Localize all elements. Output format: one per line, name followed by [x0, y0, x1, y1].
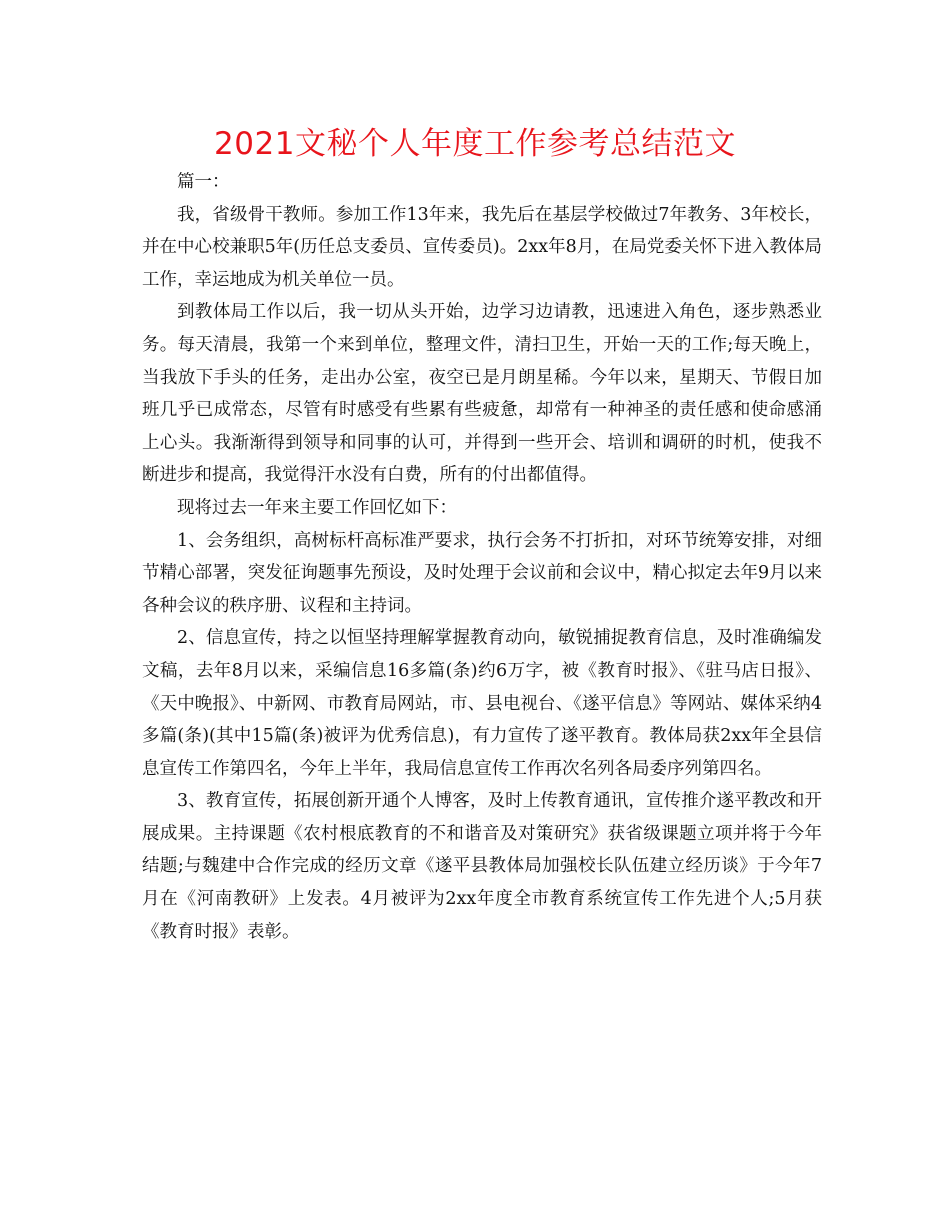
paragraph-item-1: 1、会务组织，高树标杆高标准严要求，执行会务不打折扣，对环节统筹安排，对细节精心部署，突发征询题事先预设，及时处理于会议前和会议中，精心拟定去年9月以来各种会议的秩序册、议程和主持词。 — [142, 530, 822, 616]
document-title: 2021文秘个人年度工作参考总结范文 — [214, 126, 736, 162]
document-body — [142, 166, 822, 948]
paragraph-section-heading: 篇一： — [177, 172, 230, 192]
paragraph-introduction: 我，省级骨干教师。参加工作13年来，我先后在基层学校做过7年教务、3年校长，并在中心校兼职5年(历任总支委员、宣传委员)。2xx年8月，在局党委关怀下进入教体局工作，幸运地成为机关单位一员。 — [142, 204, 822, 290]
paragraph-review-intro: 现将过去一年来主要工作回忆如下： — [177, 497, 457, 518]
paragraph-work-attitude: 到教体局工作以后，我一切从头开始，边学习边请教，迅速进入角色，逐步熟悉业务。每天清晨，我第一个来到单位，整理文件，清扫卫生，开始一天的工作;每天晚上，当我放下手头的任务，走出办公室，夜空已是月朗星稀。今年以来，星期天、节假日加班几乎已成常态，尽管有时感受有些累有些疲惫，却常有一种神圣的责任感和使命感涌上心头。我渐渐得到领导和同事的认可，并得到一些开会、培训和调研的时机，使我不断进步和提高，我觉得汗水没有白费，所有的付出都值得。 — [142, 302, 822, 486]
paragraph-item-3: 3、教育宣传，拓展创新开通个人博客，及时上传教育通讯，宣传推介遂平教改和开展成果。主持课题《农村根底教育的不和谐音及对策研究》获省级课题立项并将于今年结题;与魏建中合作完成的经历文章《遂平县教体局加强校长队伍建立经历谈》于今年7月在《河南教研》上发表。4月被评为2xx年度全市教育系统宣传工作先进个人;5月获《教育时报》表彰。 — [142, 791, 822, 942]
paragraph-item-2: 2、信息宣传，持之以恒坚持理解掌握教育动向，敏锐捕捉教育信息，及时准确编发文稿，去年8月以来，采编信息16多篇(条)约6万字，被《教育时报》、《驻马店日报》、《天中晚报》、中新网、市教育局网站，市、县电视台、《遂平信息》等网站、媒体采纳4多篇(条)(其中15篇(条)被评为优秀信息)，有力宣传了遂平教育。教体局获2xx年全县信息宣传工作第四名，今年上半年，我局信息宣传工作再次名列各局委序列第四名。 — [142, 628, 822, 779]
